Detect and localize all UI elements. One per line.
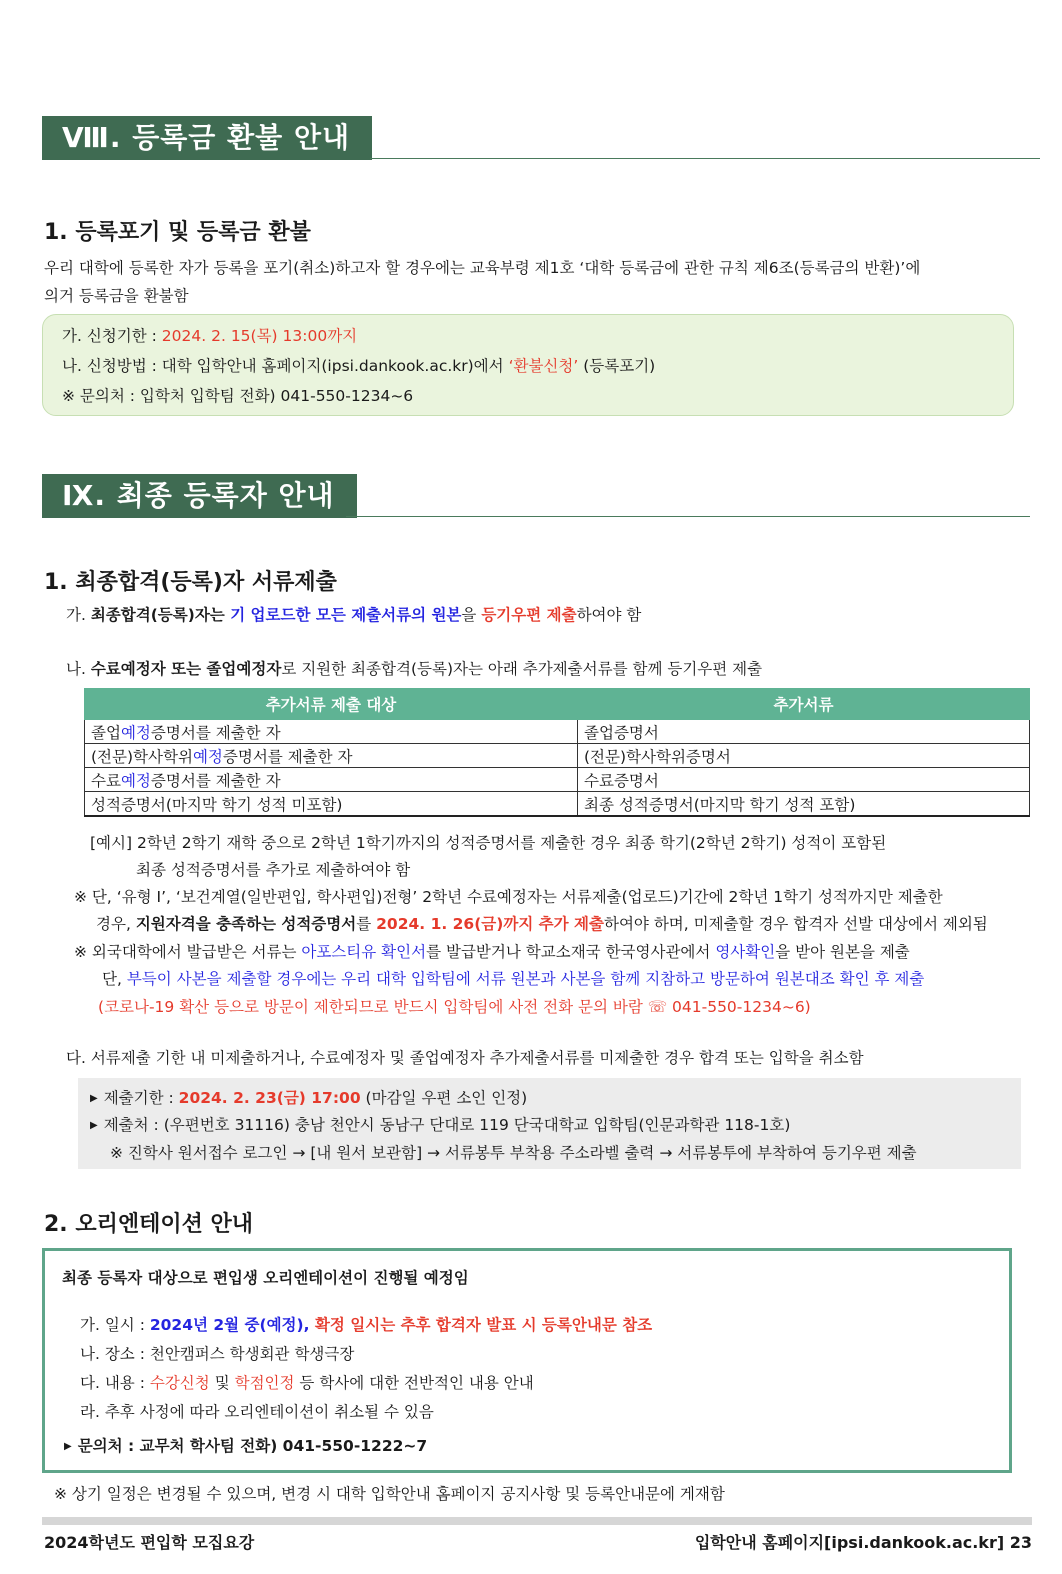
note: (코로나-19 확산 등으로 방문이 제한되므로 반드시 입학팀에 사전 전화 문의 바람 ☏ 041-550-1234~6) xyxy=(98,998,811,1016)
text: 지원자격을 충족하는 성적증명서 xyxy=(135,915,357,933)
text: 2024년 2월 중(예정), xyxy=(149,1316,315,1334)
additional-docs-table xyxy=(84,688,1030,817)
text: 다. 내용 : xyxy=(80,1374,150,1392)
table-cell xyxy=(85,744,578,768)
submission-deadline xyxy=(90,1086,527,1108)
text: 를 발급받거나 학교소재국 한국영사관에서 xyxy=(426,943,716,961)
table-header: 추가서류 xyxy=(578,689,1030,720)
text: (전문)학사학위 xyxy=(91,747,193,766)
text: 등 학사에 대한 전반적인 내용 안내 xyxy=(294,1374,534,1392)
text: 나. xyxy=(66,660,91,678)
text: 아포스티유 확인서 xyxy=(301,943,427,961)
refund-contact: ※ 문의처 : 입학처 입학팀 전화) 041-550-1234~6 xyxy=(62,387,414,405)
text: 2024. 1. 26(금)까지 추가 제출 xyxy=(376,915,604,933)
text: ※ 외국대학에서 발급받은 서류는 xyxy=(74,943,302,961)
example-note: 최종 성적증명서를 추가로 제출하여야 함 xyxy=(136,861,411,879)
footer-left: 2024학년도 편입학 모집요강 xyxy=(44,1533,255,1552)
text: 확정 일시는 추후 합격자 발표 시 등록안내문 참조 xyxy=(314,1316,653,1334)
text: 부득이 사본을 제출할 경우에는 우리 대학 입학팀에 서류 원본과 사본을 함께 지참하고 방문하여 원본대조 확인 후 제출 xyxy=(126,970,925,988)
table-cell xyxy=(85,768,578,792)
additional-docs-rule xyxy=(66,657,762,679)
orientation-cancel-note: 라. 추후 사정에 따라 오리엔테이션이 취소될 수 있음 xyxy=(80,1403,434,1421)
cancellation-rule: 다. 서류제출 기한 내 미제출하거나, 수료예정자 및 졸업예정자 추가제출서류를 미제출한 경우 합격 또는 입학을 취소함 xyxy=(66,1049,864,1067)
refund-request-link: ‘환불신청’ xyxy=(508,357,579,375)
table-cell: 최종 성적증명서(마지막 학기 성적 포함) xyxy=(578,792,1030,817)
text: 2024. 2. 23(금) 17:00 xyxy=(178,1089,361,1107)
text: 증명서를 제출한 자 xyxy=(222,747,353,766)
text: 제출처 : (우편번호 31116) 충남 천안시 동남구 단대로 119 단국대학교 입학팀(인문과학관 118-1호) xyxy=(103,1116,791,1134)
table-cell: 수료증명서 xyxy=(578,768,1030,792)
section-divider xyxy=(370,158,1040,159)
section-divider xyxy=(346,516,1030,517)
triangle-right-icon: ▶ xyxy=(90,1093,98,1104)
text: 를 xyxy=(356,915,377,933)
table-row xyxy=(85,720,1030,744)
text: 경우, xyxy=(96,915,136,933)
table-cell xyxy=(85,792,578,817)
table-row xyxy=(85,768,1030,792)
paragraph: 의거 등록금을 환불함 xyxy=(44,287,189,305)
table-cell: 졸업증명서 xyxy=(578,720,1030,744)
section-title-refund: Ⅷ. 등록금 환불 안내 xyxy=(42,116,372,160)
triangle-right-icon: ▶ xyxy=(64,1441,72,1452)
text: 수료 xyxy=(91,771,121,790)
refund-method xyxy=(62,354,655,376)
text: 하여야 하며, 미제출할 경우 합격자 선발 대상에서 제외됨 xyxy=(603,915,988,933)
text: 예정 xyxy=(120,723,151,742)
footer-bar xyxy=(42,1517,1032,1525)
text: 등기우편 제출 xyxy=(481,606,577,624)
text: 을 받아 원본을 제출 xyxy=(775,943,910,961)
orientation-place: 나. 장소 : 천안캠퍼스 학생회관 학생극장 xyxy=(80,1345,355,1363)
orientation-date xyxy=(80,1313,652,1335)
note xyxy=(102,967,924,989)
text: 수강신청 xyxy=(149,1374,210,1392)
closing-note: ※ 상기 일정은 변경될 수 있으며, 변경 시 대학 입학안내 홈페이지 공지사항 및 등록안내문에 게재함 xyxy=(54,1485,725,1503)
text: 졸업 xyxy=(91,723,121,742)
subsection-title: 1. 최종합격(등록)자 서류제출 xyxy=(44,570,337,595)
table-cell: (전문)학사학위증명서 xyxy=(578,744,1030,768)
table-cell xyxy=(85,720,578,744)
orientation-lead: 최종 등록자 대상으로 편입생 오리엔테이션이 진행될 예정임 xyxy=(62,1269,469,1287)
text: 제출기한 : xyxy=(103,1089,179,1107)
section-title-final-registrant: Ⅸ. 최종 등록자 안내 xyxy=(42,474,357,518)
text: 가. 일시 : xyxy=(80,1316,150,1334)
text: 수료예정자 또는 졸업예정자 xyxy=(90,660,282,678)
note xyxy=(74,940,910,962)
text: 단, xyxy=(102,970,127,988)
text: 영사확인 xyxy=(715,943,776,961)
text: 기 업로드한 모든 제출서류의 원본 xyxy=(230,606,462,624)
text: 하여야 함 xyxy=(576,606,642,624)
text: 증명서를 제출한 자 xyxy=(150,723,281,742)
text: 최종합격(등록)자는 xyxy=(90,606,231,624)
subsection-title: 1. 등록포기 및 등록금 환불 xyxy=(44,220,311,245)
orientation-content xyxy=(80,1371,534,1393)
paragraph: 우리 대학에 등록한 자가 등록을 포기(취소)하고자 할 경우에는 교육부령 제1호 ‘대학 등록금에 관한 규칙 제6조(등록금의 반환)’에 xyxy=(44,259,921,277)
table-header: 추가서류 제출 대상 xyxy=(85,689,578,720)
footer-right: 입학안내 홈페이지[ipsi.dankook.ac.kr] 23 xyxy=(694,1533,1032,1552)
submission-address xyxy=(90,1113,790,1135)
submission-note: ※ 진학사 원서접수 로그인 → [내 원서 보관함] → 서류봉투 부착용 주소라벨 출력 → 서류봉투에 부착하여 등기우편 제출 xyxy=(110,1144,917,1162)
document-submission-rule xyxy=(66,603,641,625)
note: ※ 단, ‘유형 Ⅰ’, ‘보건계열(일반편입, 학사편입)전형’ 2학년 수료예정자는 서류제출(업로드)기간에 2학년 1학기 성적까지만 제출한 xyxy=(74,888,943,906)
label: 나. 신청방법 : 대학 입학안내 홈페이지(ipsi.dankook.ac.kr)에서 xyxy=(62,357,509,375)
triangle-right-icon: ▶ xyxy=(90,1120,98,1131)
text: 및 xyxy=(209,1374,235,1392)
text: 학점인정 xyxy=(234,1374,295,1392)
label: 가. 신청기한 : xyxy=(62,327,162,345)
text: (마감일 우편 소인 인정) xyxy=(360,1089,528,1107)
note xyxy=(96,912,988,934)
text: 예정 xyxy=(192,747,223,766)
orientation-contact xyxy=(64,1434,427,1456)
text: 성적증명서(마지막 학기 성적 미포함) xyxy=(91,795,343,814)
table-row xyxy=(85,744,1030,768)
text: 문의처 : 교무처 학사팀 전화) 041-550-1222~7 xyxy=(77,1437,428,1455)
label: (등록포기) xyxy=(578,357,656,375)
text: 증명서를 제출한 자 xyxy=(150,771,281,790)
deadline-value: 2024. 2. 15(목) 13:00까지 xyxy=(161,327,358,345)
text: 을 xyxy=(461,606,482,624)
text: 예정 xyxy=(120,771,151,790)
table-row xyxy=(85,792,1030,817)
text: 가. xyxy=(66,606,91,624)
refund-deadline xyxy=(62,324,357,346)
subsection-title: 2. 오리엔테이션 안내 xyxy=(44,1212,253,1237)
text: 로 지원한 최종합격(등록)자는 아래 추가제출서류를 함께 등기우편 제출 xyxy=(281,660,763,678)
example-note: [예시] 2학년 2학기 재학 중으로 2학년 1학기까지의 성적증명서를 제출한 경우 최종 학기(2학년 2학기) 성적이 포함된 xyxy=(90,834,887,852)
